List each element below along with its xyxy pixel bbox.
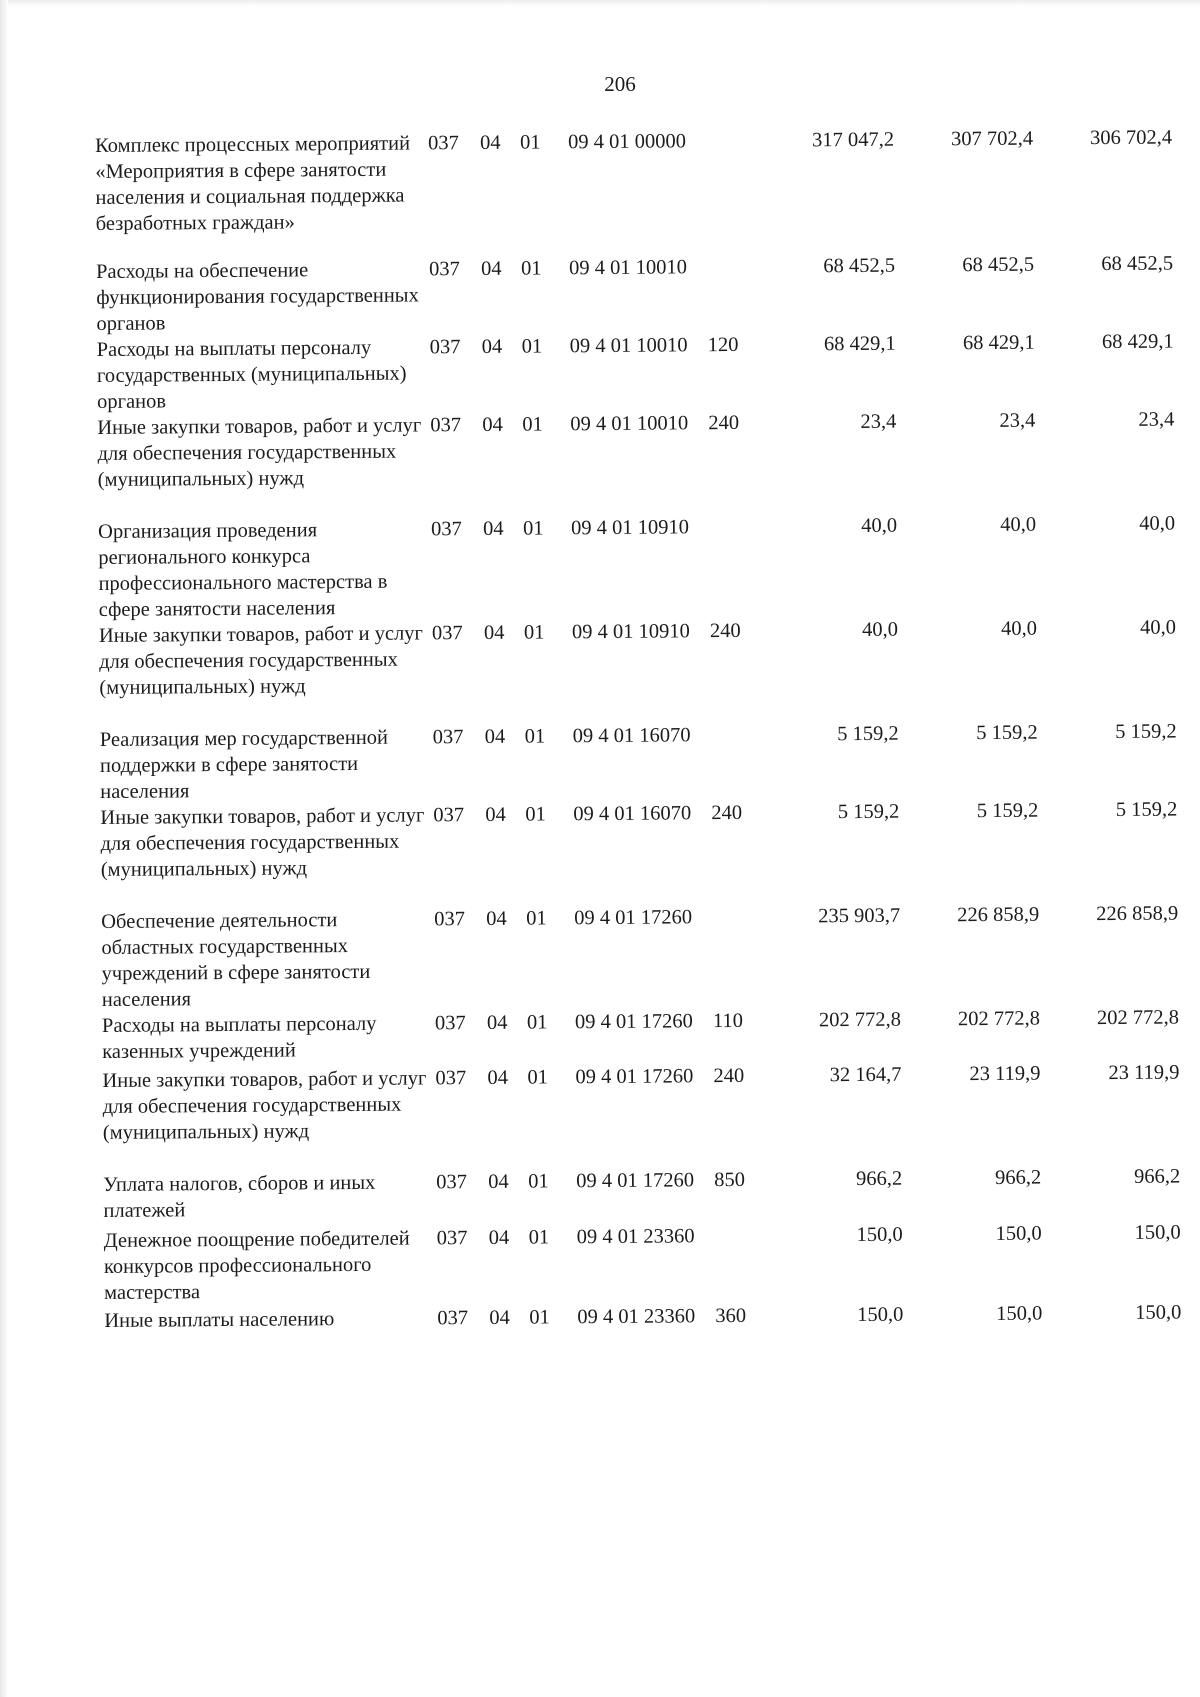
scan-top-edge bbox=[0, 0, 1200, 6]
row-target-article: 09 4 01 17260 bbox=[574, 906, 693, 930]
row-subsection: 01 bbox=[521, 335, 543, 358]
row-name: Реализация мер государственной поддержки в сфере занятости населения bbox=[99, 726, 389, 803]
row-section: 04 bbox=[480, 257, 502, 280]
row-section: 04 bbox=[488, 1170, 509, 1193]
row-target-article: 09 4 01 16070 bbox=[573, 802, 692, 826]
table-row bbox=[104, 1219, 1185, 1307]
row-amount-3: 150,0 bbox=[1135, 1301, 1182, 1324]
row-subsection: 01 bbox=[520, 257, 542, 280]
row-target-article: 09 4 01 00000 bbox=[568, 130, 687, 154]
row-name: Иные выплаты населению bbox=[104, 1308, 335, 1332]
row-amount-1: 202 772,8 bbox=[818, 1008, 902, 1032]
row-amount-3: 5 159,2 bbox=[1115, 720, 1177, 744]
row-amount-2: 23,4 bbox=[999, 409, 1036, 432]
row-section: 04 bbox=[487, 1066, 509, 1089]
row-section: 04 bbox=[484, 725, 506, 748]
row-target-article: 09 4 01 23360 bbox=[577, 1305, 696, 1329]
row-ved: 037 bbox=[436, 1171, 468, 1194]
table-row bbox=[97, 407, 1178, 519]
row-ved: 037 bbox=[437, 1307, 469, 1330]
row-subsection: 01 bbox=[528, 1226, 550, 1249]
row-amount-1: 317 047,2 bbox=[811, 128, 895, 152]
row-ved: 037 bbox=[433, 804, 465, 827]
row-amount-3: 150,0 bbox=[1134, 1221, 1181, 1244]
row-name: Организация проведения регионального конкурса профессионального мастерства в сфере занятости населения bbox=[98, 519, 388, 621]
row-amount-3: 23,4 bbox=[1138, 408, 1175, 431]
table-row bbox=[98, 511, 1179, 623]
row-amount-3: 226 858,9 bbox=[1096, 902, 1179, 926]
row-amount-3: 202 772,8 bbox=[1096, 1006, 1180, 1030]
row-amount-1: 150,0 bbox=[856, 1223, 903, 1247]
row-name: Иные закупки товаров, работ и услуг для обеспечения государственных (муниципальных) нужд bbox=[100, 804, 425, 881]
row-expense-type: 240 bbox=[711, 801, 743, 825]
row-amount-2: 68 429,1 bbox=[962, 331, 1035, 355]
row-amount-3: 40,0 bbox=[1139, 512, 1176, 535]
row-amount-1: 5 159,2 bbox=[837, 800, 900, 824]
row-ved: 037 bbox=[429, 336, 461, 359]
row-ved: 037 bbox=[436, 1227, 468, 1250]
row-amount-1: 235 903,7 bbox=[818, 904, 901, 928]
row-target-article: 09 4 01 10010 bbox=[570, 412, 689, 436]
row-target-article: 09 4 01 10910 bbox=[571, 516, 690, 540]
row-amount-1: 966,2 bbox=[856, 1167, 903, 1191]
row-section: 04 bbox=[483, 517, 504, 540]
row-amount-3: 68 452,5 bbox=[1101, 252, 1174, 276]
table-row bbox=[99, 615, 1180, 727]
row-amount-2: 307 702,4 bbox=[950, 127, 1034, 151]
table-row bbox=[103, 1163, 1183, 1227]
row-expense-type: 110 bbox=[712, 1009, 744, 1033]
row-subsection: 01 bbox=[523, 517, 544, 540]
row-section: 04 bbox=[480, 131, 501, 154]
row-name: Иные закупки товаров, работ и услуг для обеспечения государственных (муниципальных) нужд bbox=[102, 1067, 427, 1144]
row-expense-type: 360 bbox=[715, 1304, 747, 1328]
row-name: Денежное поощрение победителей конкурсов профессионального мастерства bbox=[103, 1227, 410, 1304]
row-expense-type: 240 bbox=[709, 619, 741, 643]
budget-table bbox=[95, 125, 1184, 1338]
row-ved: 037 bbox=[435, 1067, 467, 1090]
row-subsection: 01 bbox=[520, 131, 541, 154]
row-name: Расходы на выплаты персоналу государственных (муниципальных) органов bbox=[96, 336, 407, 413]
row-subsection: 01 bbox=[527, 1066, 549, 1089]
scan-left-edge bbox=[0, 0, 8, 1697]
row-target-article: 09 4 01 23360 bbox=[576, 1225, 695, 1249]
row-name: Иные закупки товаров, работ и услуг для обеспечения государственных (муниципальных) нужд bbox=[97, 414, 422, 491]
row-amount-1: 150,0 bbox=[857, 1303, 904, 1327]
row-section: 04 bbox=[489, 1306, 510, 1329]
row-amount-3: 5 159,2 bbox=[1115, 798, 1178, 822]
row-target-article: 09 4 01 10010 bbox=[569, 334, 688, 358]
row-subsection: 01 bbox=[529, 1306, 550, 1329]
table-row bbox=[100, 718, 1181, 804]
table-row bbox=[102, 1004, 1182, 1067]
row-amount-2: 5 159,2 bbox=[976, 799, 1039, 823]
row-amount-2: 202 772,8 bbox=[957, 1007, 1041, 1031]
row-subsection: 01 bbox=[525, 803, 546, 826]
row-name: Расходы на обеспечение функционирования государственных органов bbox=[96, 259, 419, 335]
row-subsection: 01 bbox=[523, 621, 545, 644]
row-amount-1: 68 429,1 bbox=[823, 332, 896, 356]
row-section: 04 bbox=[485, 803, 506, 826]
row-ved: 037 bbox=[428, 258, 460, 281]
row-amount-2: 150,0 bbox=[995, 1222, 1042, 1245]
row-amount-2: 226 858,9 bbox=[957, 903, 1040, 927]
table-row bbox=[102, 1059, 1183, 1171]
row-amount-1: 40,0 bbox=[861, 514, 898, 537]
row-ved: 037 bbox=[434, 908, 466, 931]
row-target-article: 09 4 01 10910 bbox=[571, 620, 690, 644]
row-ved: 037 bbox=[434, 1012, 466, 1035]
row-expense-type: 850 bbox=[714, 1168, 746, 1192]
row-section: 04 bbox=[488, 1226, 510, 1249]
row-amount-3: 40,0 bbox=[1139, 616, 1177, 639]
row-amount-1: 68 452,5 bbox=[823, 254, 896, 278]
row-section: 04 bbox=[481, 335, 503, 358]
row-expense-type: 240 bbox=[713, 1064, 745, 1088]
row-name: Иные закупки товаров, работ и услуг для обеспечения государственных (муниципальных) нужд bbox=[98, 622, 423, 699]
row-target-article: 09 4 01 10010 bbox=[568, 256, 688, 280]
table-row bbox=[101, 900, 1182, 1012]
row-amount-2: 68 452,5 bbox=[962, 253, 1035, 277]
row-ved: 037 bbox=[431, 518, 462, 541]
row-amount-2: 23 119,9 bbox=[969, 1062, 1041, 1086]
row-amount-3: 306 702,4 bbox=[1089, 126, 1173, 150]
row-name: Обеспечение деятельности областных государственных учреждений в сфере занятости населения bbox=[101, 909, 371, 1011]
row-ved: 037 bbox=[432, 726, 464, 749]
row-amount-2: 966,2 bbox=[995, 1166, 1042, 1189]
row-section: 04 bbox=[482, 413, 503, 436]
page-number: 206 bbox=[604, 72, 636, 96]
row-amount-2: 150,0 bbox=[996, 1302, 1043, 1325]
row-amount-1: 40,0 bbox=[861, 618, 899, 641]
row-name: Уплата налогов, сборов и иных платежей bbox=[103, 1171, 376, 1222]
row-target-article: 09 4 01 17260 bbox=[574, 1010, 693, 1034]
table-row bbox=[96, 251, 1177, 337]
row-ved: 037 bbox=[428, 132, 459, 155]
row-amount-3: 23 119,9 bbox=[1108, 1061, 1180, 1085]
row-subsection: 01 bbox=[528, 1170, 549, 1193]
row-section: 04 bbox=[486, 1011, 508, 1034]
row-amount-1: 32 164,7 bbox=[829, 1063, 902, 1087]
row-name: Расходы на выплаты персоналу казенных учреждений bbox=[101, 1012, 377, 1063]
row-ved: 037 bbox=[431, 622, 463, 645]
row-expense-type: 120 bbox=[707, 333, 739, 357]
row-target-article: 09 4 01 17260 bbox=[575, 1065, 694, 1089]
row-amount-2: 5 159,2 bbox=[976, 721, 1038, 745]
row-subsection: 01 bbox=[522, 413, 543, 436]
row-subsection: 01 bbox=[526, 907, 547, 930]
row-expense-type: 240 bbox=[708, 411, 740, 435]
row-target-article: 09 4 01 17260 bbox=[576, 1169, 695, 1193]
row-amount-3: 68 429,1 bbox=[1101, 330, 1174, 354]
row-amount-3: 966,2 bbox=[1134, 1165, 1181, 1188]
row-subsection: 01 bbox=[524, 725, 546, 748]
row-amount-2: 40,0 bbox=[1000, 617, 1038, 640]
table-row bbox=[97, 329, 1178, 415]
row-amount-1: 5 159,2 bbox=[837, 722, 899, 746]
table-row bbox=[100, 796, 1181, 908]
row-name: Комплекс процессных мероприятий «Мероприятия в сфере занятости населения и социальная поддержка безработных граждан» bbox=[95, 132, 411, 235]
row-amount-2: 40,0 bbox=[1000, 513, 1037, 536]
row-ved: 037 bbox=[430, 414, 462, 437]
row-section: 04 bbox=[483, 621, 505, 644]
row-amount-1: 23,4 bbox=[860, 410, 897, 433]
row-subsection: 01 bbox=[526, 1011, 548, 1034]
row-section: 04 bbox=[486, 907, 507, 930]
row-target-article: 09 4 01 16070 bbox=[572, 724, 691, 748]
table-row bbox=[95, 125, 1176, 259]
